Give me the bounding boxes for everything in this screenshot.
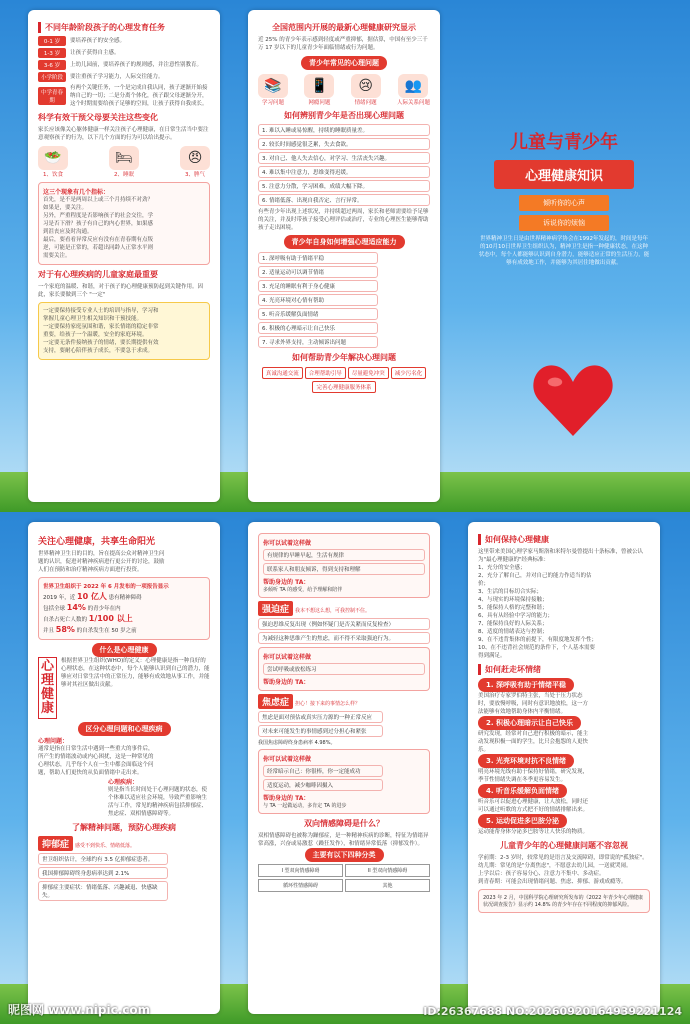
panel-development-tasks xyxy=(28,10,220,502)
tip-desc: 研究发现，经常对自己进行积极的暗示，能主动发现积极一面的学生，比只会抱怨的人更快乐。 xyxy=(478,731,589,753)
tip-item: 适度运动，减少咖啡因摄入 xyxy=(263,779,383,791)
ten-standards xyxy=(478,564,598,660)
people-icon: 👥 xyxy=(398,74,428,98)
help-tag: 减少污名化 xyxy=(391,367,427,379)
sign-item: 6. 情绪低落、出现自我否定、言行异常。 xyxy=(258,194,430,206)
heading-bad-mood: 如何赶走坏情绪 xyxy=(478,664,650,675)
help-tags xyxy=(258,366,430,394)
tips-list xyxy=(478,678,593,836)
watermark-left: 昵图网 www.nipic.com xyxy=(8,1003,151,1017)
indicator-3: 最后，要看看异常反应有没有在青春期有点叛逆，可能是正常的，若超出同龄人正常水平则需要关注。 xyxy=(43,237,154,259)
diet-item: 🥗 1、饮食 xyxy=(38,146,68,178)
help-tag: 完善心理健康服务体系 xyxy=(312,381,375,393)
panel-mental-health: 关注心理健康，共享生命阳光 世界精神卫生日的目的，旨在提高公众对精神卫生问题的认识，促进对精神疾病进行更公开的讨论，鼓励人们在预防和治疗精神疾病方面进行投资。 世界卫生组织于 2022 年 6 月发布的一项报告显示 2019 年，近 10 亿人 患有精神障碍 包括全球 14% 的青少年在内 自杀占死亡人数的 1/100 以上 并且 58% 的自杀发生在 50 岁之前 什么是心理健康 心 理 健 康 根据世界卫生组织(WHO)的定义：心理健康是指一种良好的心理状态，在这种状态中，每个人能够认识到自己的潜力，能够应对日常生活中的正常压力，能够有成效地从事工作，并能够对其社区做出贡献。 区分心理问题和心理疾病 心理问题： 通常是指在日常生活中遇到一些重大的事件后，所产生的情绪波动或内心困扰，这是一种常见的心理状态，几乎每个人在一生中都会面临这个问题，帮助人们更快的从负面情绪中走出来。 心理疾病： 则是指当长时间处于心理问题的状态，使个体难以适应社会环境，导致严重影响生活与工作，常见的精神疾病包括抑郁症、焦虑症、双相情感障碍等。 了解精神问题，预防心理疾病 抑郁症 感受不到快乐、情绪低落。 世卫组织估计，全球约有 3.5 亿抑郁症患者。 我国抑郁障碍终身患病率达到 2.1% 抑郁症主要症状：情绪低落、兴趣减退、快感缺失。 xyxy=(28,522,220,1014)
age-row xyxy=(38,84,210,108)
fact-item: 幼儿期：常见的是"分离焦虑"，不愿意去幼儿园，一送就哭闹。 xyxy=(478,863,632,869)
research-stat: 近 25% 的青少年表示感到轻度或严重抑郁，据估算，中国有至少三千万 17 岁以下的儿童青少年面临情绪或行为问题。 xyxy=(258,37,428,51)
standard-item: 10、在不违背社会规范的条件下，个人基本需要得到满足。 xyxy=(478,645,596,659)
ability-item: 2. 适量运动可以调节情绪 xyxy=(258,266,378,278)
anxiety-label: 焦虑症 xyxy=(258,694,293,709)
bed-icon: 🛏 xyxy=(109,146,139,170)
phone-icon: 📱 xyxy=(304,74,334,98)
intervention-intro: 家长应该像关心躯体健康一样关注孩子心理健康，在日常生活当中要注意观察孩子的行为，以下几个方面的行为可以给出提示。 xyxy=(38,127,209,141)
bipolar-types: I 型双向情感障碍 II 型双向情感障碍 循环性情感障碍 其他 xyxy=(258,864,430,892)
heading-common-problems: 青少年常见的心理问题 xyxy=(301,56,387,70)
anxiety-item: 焦虑是面对预估或真实压力源的一种正常反应 xyxy=(258,711,383,723)
standard-item: 9、在不违背集体的前提下，有限度地发挥个性； xyxy=(478,637,598,643)
indicator-box: 这三个现象有几个指标： 首先，是不是两周以上或三个月持续不对劲？如果是，要关注。 另外，严重程度是否影响孩子的社会交往，学习是否下滑？孩子有自己的内心世界，如果感到沮丧应及时沟通。 最后，要看看异常反应有没有在青春期有点叛逆，可能是正常的，若超出同龄人正常水平则需要关注。 xyxy=(38,182,210,265)
heading-family: 对于有心理疾病的儿童家庭最重要 xyxy=(38,270,158,279)
sign-item: 1. 难以入睡或易惊醒，持续的睡眠质量差。 xyxy=(258,124,430,136)
ocd-label: 强迫症 xyxy=(258,601,293,616)
standard-item: 4、与现实的环境保持接触； xyxy=(478,597,548,603)
ability-item: 6. 积极的心理暗示让自己快乐 xyxy=(258,322,378,334)
problem-icons: 📚 学习问题 📱 网瘾问题 😢 情绪问题 👥 人际关系问题 xyxy=(258,74,430,106)
ability-item: 3. 充足的睡眠有利于身心健康 xyxy=(258,280,378,292)
standard-item: 7、能保持良好的人际关系； xyxy=(478,621,548,627)
tip-desc: 美国治疗专家罗伯特主张，当处于压力状态时，要放慢呼吸，同时有意识地放松，这一方法能够有效地帮助身体内平衡情绪。 xyxy=(478,693,589,715)
panel-disorders: 你可以试着这样做 有规律的早睡早起，生活有规律 联系家人和朋友倾诉，得到支持和理解 帮助身边的 TA： 多倾听 TA 的感受，给予理解和陪伴 强迫症 我本不想这么想，可我控制不住。 强迫思维反复出现（例如怀疑门是否关紧而反复检查） 为减轻这种思维产生的焦虑，而不得不采取强迫行为。 你可以试着这样做 尝试呼吸或放松练习 帮助身边的 TA： 焦虑症 担心！接下来的事情怎么样？ 焦虑是面对预估或真实压力源的一种正常反应 对未来可能发生的事情感到过分担心和紧张 我国焦虑障碍终身患病率 4.98%。 你可以试着这样做 经常暗示自己：你很棒，你一定能成功 适度运动，减少咖啡因摄入 帮助身边的 TA： 与 TA 一起做运动，多肯定 TA 的进步 双向情感障碍是什么？ 双相情感障碍也被称为躁郁症，是一种精神疾病的诊断，特征为情绪异常高涨，兴奋或易激惹（躁狂发作），和情绪异常低落（抑郁发作）。 主要有以下四种分类 I 型双向情感障碍 II 型双向情感障碍 循环性情感障碍 其他 xyxy=(248,522,440,1014)
report-2023: 2023 年 2 月，中国科学院心理研究所发布的《2022 年青少年心理健康状况调查报告》显示约 14.8% 的青少年存在不同程度的抑郁风险。 xyxy=(478,889,650,913)
standard-item: 3、生活的目标切合实际； xyxy=(478,589,543,595)
age-text: 要注重孩子学习能力，人际交往能力。 xyxy=(70,74,164,80)
stat-row: 2019 年，近 10 亿人 患有精神障碍 xyxy=(43,592,142,601)
facts-list xyxy=(478,854,650,886)
signs-para: 有些青少年出现上述状况，并持续超过两周，家长和老师需要给予足够的关注，并及时带孩子接受心理评估或治疗，专业的心理医生能够帮助孩子走出困境。 xyxy=(258,209,429,231)
age-text: 让孩子获得自主感。 xyxy=(70,50,120,56)
q1-text: 通常是指在日常生活中遇到一些重大的事件后，所产生的情绪波动或内心困扰，这是一种常见的心理状态，几乎每个人在一生中都会面临这个问题，帮助人们更快的从负面情绪中走出来。 xyxy=(38,746,154,776)
age-row xyxy=(38,60,210,70)
standard-item: 5、能保持人格的完整和谐； xyxy=(478,605,548,611)
heading-intervention: 科学有效干预父母要关注这些变化 xyxy=(38,113,158,122)
anxiety-item: 对未来可能发生的事情感到过分担心和紧张 xyxy=(258,725,383,737)
stat-number: 58% xyxy=(55,625,75,634)
age-tag: 1-3 岁 xyxy=(38,48,66,58)
sleep-item: 🛏 2、睡眠 xyxy=(109,146,139,178)
ability-item: 7. 寻求外界支持，主动倾诉出问题 xyxy=(258,336,378,348)
stat-row: 自杀占死亡人数的 1/100 以上 xyxy=(43,614,133,623)
tip-title: 4. 听音乐缓解负面情绪 xyxy=(478,784,567,798)
indicator-2: 另外，严重程度是否影响孩子的社会交往，学习是否下滑？孩子有自己的内心世界，如果感到沮丧应及时沟通。 xyxy=(43,213,154,235)
heading-development-tasks: 不同年龄阶段孩子的心理发育任务 xyxy=(38,22,210,33)
heading-share-sunlight: 关注心理健康，共享生命阳光 xyxy=(38,537,156,547)
heading-research: 全国范围内开展的最新心理健康研究显示 xyxy=(272,23,416,32)
ocd-item: 为减轻这种思维产生的焦虑，而不得不采取强迫行为。 xyxy=(258,632,430,644)
cover-title: 儿童与青少年 xyxy=(510,132,618,153)
age-tag: 3-6 岁 xyxy=(38,60,66,70)
heading-understand: 了解精神问题，预防心理疾病 xyxy=(72,823,176,832)
age-row xyxy=(38,36,210,46)
depression-item: 世卫组织估计，全球约有 3.5 亿抑郁症患者。 xyxy=(38,853,168,865)
signs-list xyxy=(258,124,430,206)
fact-item: 上学以后：孩子容易分心、注意力不集中、多动症。 xyxy=(478,871,605,877)
angry-child-icon: 😠 xyxy=(180,146,210,170)
tip-item: 联系家人和朋友倾诉，得到支持和理解 xyxy=(263,563,425,575)
standard-item: 1、充分的安全感； xyxy=(478,565,526,571)
q2-text: 则是指当长时间处于心理问题的状态，使个体难以适应社会环境，导致严重影响生活与工作，常见的精神疾病包括抑郁症、焦虑症、双相情感障碍等。 xyxy=(108,787,208,817)
standard-item: 8、适度的情绪表达与控制； xyxy=(478,629,548,635)
standard-item: 6、具有从经验中学习的能力； xyxy=(478,613,554,619)
sunlight-intro: 世界精神卫生日的目的，旨在提高公众对精神卫生问题的认识，促进对精神疾病进行更公开的讨论，鼓励人们在预防和治疗精神疾病方面进行投资。 xyxy=(38,551,165,573)
ability-item: 1. 深呼吸有助于情绪平稳 xyxy=(258,252,378,264)
tip-desc: 听音乐可以促进心理健康，让人放松，同时还可以通过听歌的方式把不好的情绪排解出来。 xyxy=(478,799,589,813)
bowl-icon: 🥗 xyxy=(38,146,68,170)
what-is-text: 根据世界卫生组织(WHO)的定义：心理健康是指一种良好的心理状态，在这种状态中，每个人能够认识到自己的潜力，能够应对日常生活中的正常压力，能够有成效地从事工作，并能够对其社区做出贡献。 xyxy=(61,658,210,688)
age-text: 要培养孩子的安全感。 xyxy=(70,38,126,44)
heading-keep-healthy: 如何保持心理健康 xyxy=(478,534,650,545)
sign-item: 3. 对自己、他人失去信心，对学习、生活丧失兴趣。 xyxy=(258,152,430,164)
tip-title: 5. 运动促进多巴胺分泌 xyxy=(478,814,567,828)
sign-item: 4. 难以集中注意力，思维变得迟缓。 xyxy=(258,166,430,178)
family-intro: 一个家庭的温暖、和谐，对于孩子的心理健康预防起到关键作用。因此，家长要做到三个 "一定" xyxy=(38,284,204,298)
standard-item: 2、充分了解自己，并对自己的能力作适当的估价； xyxy=(478,573,592,587)
tip-title: 2. 积极心理暗示让自己快乐 xyxy=(478,716,581,730)
ability-item: 5. 听音乐缓解负面情绪 xyxy=(258,308,378,320)
help-tag: 尽量避免冲突 xyxy=(348,367,389,379)
age-text: 有两个关键任务，一个是完成自我认同，孩子逐渐开始接纳自己的一切；二是分离个体化，孩子跟父母逐渐分开，这个时期需要给孩子足够的空间，让孩子获得自我成长。 xyxy=(70,85,208,107)
help-tag: 合理帮助引导 xyxy=(305,367,346,379)
age-tag: 0-1 岁 xyxy=(38,36,66,46)
tip-title: 1. 深呼吸有助于情绪平稳 xyxy=(478,678,574,692)
book-icon: 📚 xyxy=(258,74,288,98)
watermark-right: ID:26367688 NO:20260920164939221124 xyxy=(423,1005,682,1018)
temper-item: 😠 3、脾气 xyxy=(180,146,210,178)
tip-item: 有规律的早睡早起，生活有规律 xyxy=(263,549,425,561)
cover-subtitle: 心理健康知识 xyxy=(494,160,634,189)
stat-row: 并且 58% 的自杀发生在 50 岁之前 xyxy=(43,625,137,634)
depression-list xyxy=(38,853,168,901)
panel-cover xyxy=(468,10,660,502)
stat-number: 14% xyxy=(66,603,86,612)
cover-intro: 世界精神卫生日是由世界精神病学协会在1992年发起的，时间是每年的10月10日世界卫生组织认为，精神卫生是指一种健康状态，在这种状态中，每个人都能够认识到自身潜力，能够适应正常的生活压力，能够有成效地工作，并能够为其居住地做出贡献。 xyxy=(478,236,650,266)
panel-keep-healthy xyxy=(468,522,660,1014)
heading-what-is: 什么是心理健康 xyxy=(92,643,157,657)
tip-desc: 运动能帮身体分泌多巴胺等让人快乐的物质。 xyxy=(478,829,589,835)
stat-number: 1/100 以上 xyxy=(88,614,133,623)
stat-row: 包括全球 14% 的青少年在内 xyxy=(43,603,121,612)
behavior-icons xyxy=(38,146,210,178)
sign-item: 5. 注意力分散，学习困难，成绩大幅下降。 xyxy=(258,180,430,192)
age-list xyxy=(38,36,210,108)
bipolar-text: 双相情感障碍也被称为躁郁症，是一种精神疾病的诊断，特征为情绪异常高涨，兴奋或易激惹（躁狂发作），和情绪异常低落（抑郁发作）。 xyxy=(258,833,429,847)
help-tag: 真诚沟通交流 xyxy=(262,367,303,379)
ocd-item: 强迫思维反复出现（例如怀疑门是否关紧而反复检查） xyxy=(258,618,430,630)
heart-icon xyxy=(528,355,618,445)
indicator-1: 首先，是不是两周以上或三个月持续不对劲？如果是，要关注。 xyxy=(43,197,154,211)
panel-research xyxy=(248,10,440,502)
musts-box: 一定要保持接受专业人士的培训与指导，学习和掌握儿童心理卫生相关知识和干预技能。 一定要保持家庭氛围和谐，家长情绪的稳定非常重要，给孩子一个温暖，安全的家庭环境。 一定要无条件接纳孩子的情绪，要长期提供有效支持，要耐心陪伴孩子成长，不要急于求成。 xyxy=(38,302,210,360)
heading-signs: 如何辨别青少年是否出现心理问题 xyxy=(284,111,404,120)
age-text: 上幼儿园前，要培养孩子的规则感，并注意性别教育。 xyxy=(70,62,203,68)
heading-bipolar: 双向情感障碍是什么？ xyxy=(304,819,384,828)
who-report-box: 世界卫生组织于 2022 年 6 月发布的一项报告显示 2019 年，近 10 亿人 患有精神障碍 包括全球 14% 的青少年在内 自杀占死亡人数的 1/100 以上 并且 58% 的自杀发生在 50 岁之前 xyxy=(38,577,210,640)
age-tag: 小学阶段 xyxy=(38,72,66,82)
bigword: 心 理 健 康 xyxy=(38,657,57,719)
fact-item: 到青春期：可能会出现情绪问题、焦虑、抑郁、游戏成瘾等。 xyxy=(478,879,627,885)
tip-item: 尝试呼吸或放松练习 xyxy=(263,663,425,675)
stat-number: 10 亿人 xyxy=(77,592,107,601)
tip-title: 3. 光亮环境对抗不良情绪 xyxy=(478,754,574,768)
depression-item: 我国抑郁障碍终身患病率达到 2.1% xyxy=(38,867,168,879)
brochure-inside xyxy=(0,512,690,1024)
depression-item: 抑郁症主要症状：情绪低落、兴趣减退、快感缺失。 xyxy=(38,881,168,901)
age-row xyxy=(38,48,210,58)
heading-abilities: 青少年自身如何增强心理适应能力 xyxy=(284,235,405,249)
abilities-list xyxy=(258,252,378,348)
sad-icon: 😢 xyxy=(351,74,381,98)
heading-distinguish: 区分心理问题和心理疾病 xyxy=(78,722,171,736)
keep-healthy-intro: 这里带来美国心理学家马斯洛和米特尔曼曾提出十条标准，曾被公认为"最心理健康的"经典标准： xyxy=(478,549,644,563)
cover-tag-2: 诉说你的烦恼 xyxy=(519,215,609,231)
age-row xyxy=(38,72,210,82)
fact-item: 学前期：2-3 岁时，较常见的是语言及交流障碍，即常说的"孤独症"。 xyxy=(478,855,648,861)
tip-desc: 明亮环境光线有助于保持好情绪，研究发现，季节性情绪失调在冬季更容易发生。 xyxy=(478,769,589,783)
sign-item: 2. 较长时间感觉很乏累，失去食欲。 xyxy=(258,138,430,150)
ability-item: 4. 光亮环境对心情有帮助 xyxy=(258,294,378,306)
heading-help: 如何帮助青少年解决心理问题 xyxy=(292,353,396,362)
depression-label: 抑郁症 xyxy=(38,836,73,851)
age-tag: 中学青春期 xyxy=(38,87,66,105)
cover-tag-1: 倾听你的心声 xyxy=(519,195,609,211)
tip-item: 经常暗示自己：你很棒，你一定能成功 xyxy=(263,765,383,777)
stats-list xyxy=(43,591,205,634)
heading-not-ignore: 儿童青少年的心理健康问题不容忽视 xyxy=(500,841,628,850)
